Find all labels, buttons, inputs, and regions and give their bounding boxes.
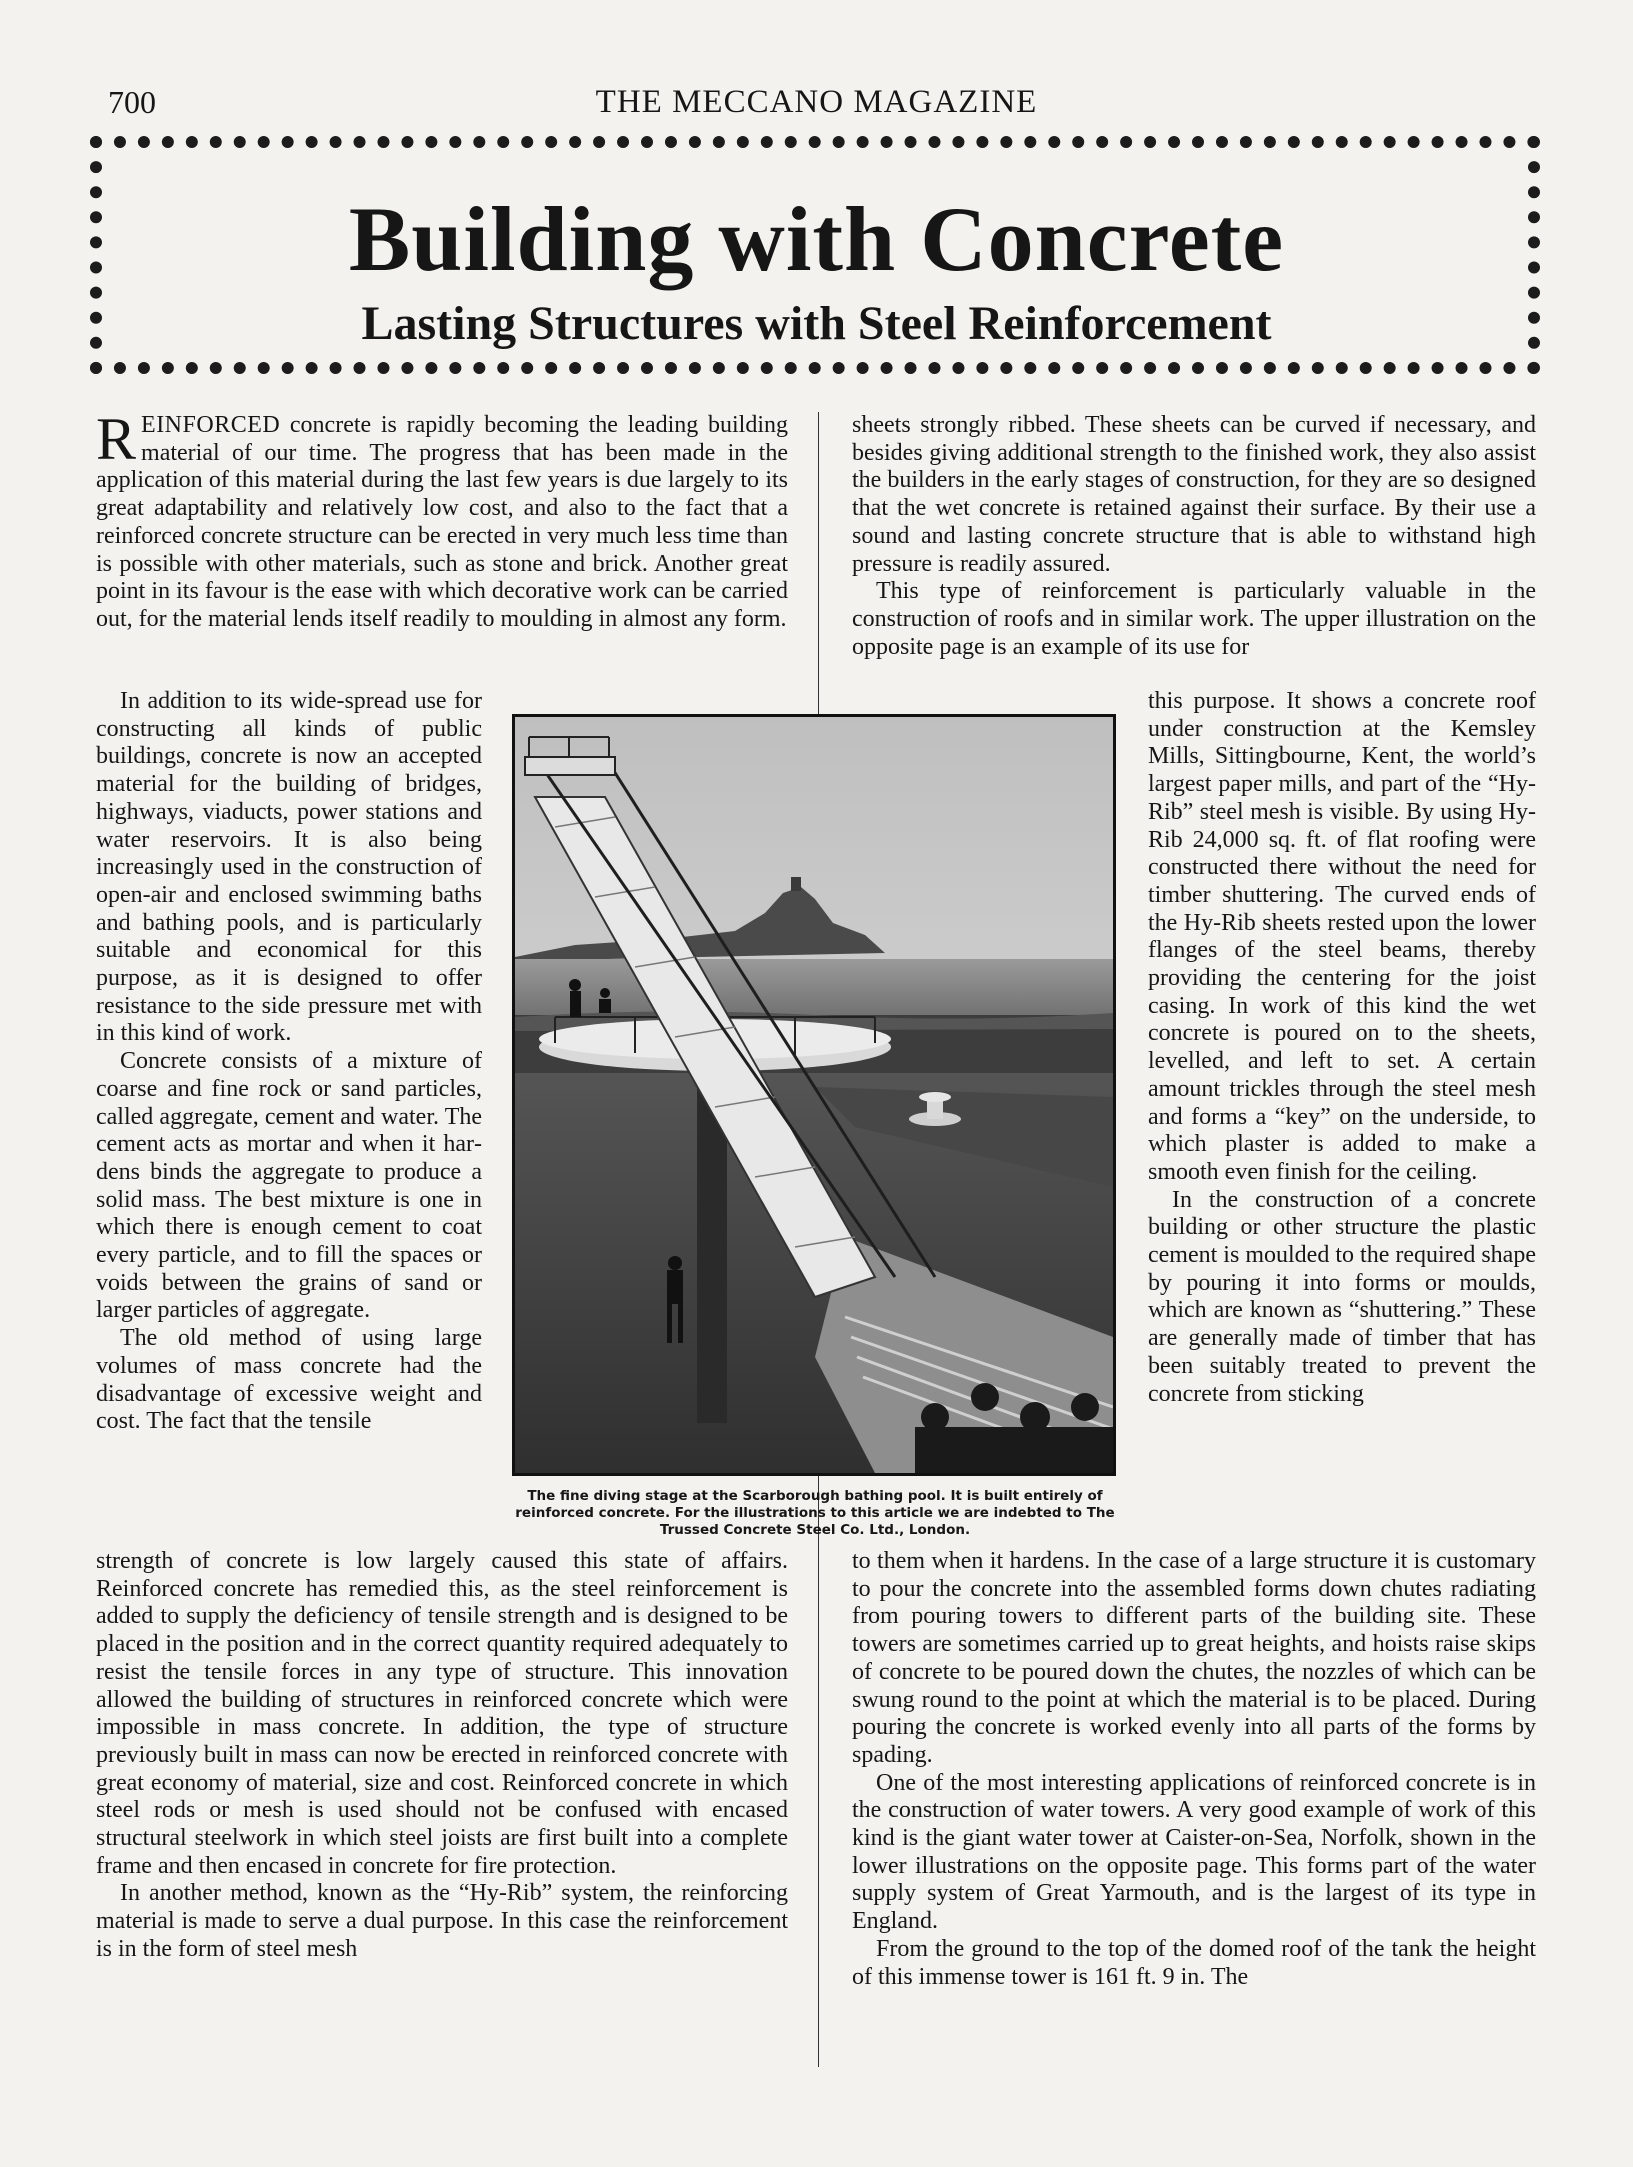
opening-caps: EINFORCED <box>141 412 281 438</box>
right-column-top-text <box>852 412 1536 661</box>
page-number: 700 <box>108 84 156 120</box>
paragraph: This type of reinforcement is particularly valuable in the construction of roofs and in similar work. The upper illustration on the opposite page is an example of its use for <box>852 578 1536 660</box>
opening-paragraph <box>96 406 788 634</box>
left-column-bottom-text <box>96 1548 788 1964</box>
paragraph: strength of concrete is low largely caused this state of affairs. Reinforced concrete has remedied this, as the steel reinforcement is added to supply the deficiency of tensile strength and is designed to be placed in the position and in the correct quantity required adequately to resist the tensile forces in any type of structure. This innovation allowed the building of structures in reinforced concrete which were impossible in mass concrete. In addition, the type of structure previously built in mass can now be erected in reinforced concrete with great economy of material, size and cost. Reinforced concrete in which steel rods or mesh is used should not be confused with encased structural steelwork in which steel joists are first built into a complete frame and then encased in concrete for fire protection. <box>96 1548 788 1879</box>
drop-cap: R <box>96 406 137 472</box>
paragraph: In the construction of a concrete building or other structure the plastic cement is moulded to the required shape by pouring it into forms or moulds, which are known as “shuttering.” These are generally made of timber that has been suitably treated to prevent the concrete from sticking <box>1148 1186 1536 1407</box>
paragraph: The old method of using large volumes of mass concrete had the disadvantage of excessive weight and cost. The fact that the tensile <box>96 1325 482 1435</box>
opening-text: concrete is rapidly becoming the leading building material of our time. The progress that has been made in the application of this material during the last few years is due largely to its great adaptability and relatively low cost, and also to the fact that a reinforced concrete structure can be erected in very much less time than is possible with other materials, such as stone and brick. Another great point in its favour is the ease with which decorative work can be carried out, for the material lends itself readily to moulding in almost any form. <box>96 412 788 632</box>
diving-stage-photo <box>512 714 1116 1476</box>
paragraph: to them when it hardens. In the case of a large structure it is customary to pour the concrete into the assembled forms down chutes radiating from pouring towers to different parts of the building site. These towers are sometimes carried up to great heights, and hoists raise skips of concrete to be poured down the chutes, the nozzles of which can be swung round to the point at which the material is to be placed. During pouring the concrete is worked evenly into all parts of the forms by spading. <box>852 1548 1536 1768</box>
article-title: Building with Concrete <box>348 188 1285 290</box>
right-column-narrow-text <box>1148 688 1536 1408</box>
paragraph: Concrete consists of a mixture of coarse and fine rock or sand particles, called aggregate, cement and water. The cement acts as mortar and when it hardens binds the aggregate to produce a solid mass. The best mixture is one in which there is enough cement to coat every particle, and to fill the spaces or voids between the grains of sand or larger particles of aggregate. <box>96 1048 482 1324</box>
left-column-narrow-text <box>96 688 482 1436</box>
paragraph: In addition to its wide-spread use for constructing all kinds of public buildings, concrete is now an accepted material for the building of bridges, highways, viaducts, power stations and water reservoirs. It is also being increasingly used in the construction of open-air and enclosed swimming baths and bathing pools, and is particularly suitable and economical for this purpose, as it is designed to offer resistance to the side pressure met with in this kind of work. <box>96 688 482 1047</box>
figure-caption: The fine diving stage at the Scarborough bathing pool. It is built entirely of reinforced concrete. For the illustrations to this article we are indebted to The Trussed Concrete Steel Co. Ltd., London. <box>515 1488 1115 1538</box>
magazine-title: THE MECCANO MAGAZINE <box>595 84 1038 120</box>
article-subtitle: Lasting Structures with Steel Reinforcement <box>361 297 1272 350</box>
right-column-bottom-text <box>852 1548 1536 1991</box>
paragraph: In another method, known as the “Hy-Rib” system, the reinforcing material is made to serve a dual purpose. In this case the reinforcement is in the form of steel mesh <box>96 1880 788 1962</box>
paragraph: From the ground to the top of the domed roof of the tank the height of this immense tower is 161 ft. 9 in. The <box>852 1935 1536 1990</box>
paragraph: sheets strongly ribbed. These sheets can be curved if necessary, and besides giving additional strength to the finished work, they also assist the builders in the early stages of construction, for they are so designed that the wet concrete is retained against their surface. By their use a sound and lasting concrete structure that is able to withstand high pressure is readily assured. <box>852 412 1536 577</box>
left-column-top-text <box>96 406 788 634</box>
paragraph: this purpose. It shows a concrete roof under construction at the Kemsley Mills, Sittingbourne, Kent, the world’s largest paper mills, and part of the “Hy-Rib” steel mesh is visible. By using Hy-Rib 24,000 sq. ft. of flat roofing were constructed there without the need for timber shuttering. The curved ends of the Hy-Rib sheets rested upon the lower flanges of the steel beams, thereby providing the centering for the joist casing. In work of this kind the wet concrete is poured on to the sheets, levelled, and left to set. A certain amount trickles through the steel mesh and forms a “key” on the underside, to which plaster is added to make a smooth even finish for the ceiling. <box>1148 688 1536 1185</box>
paragraph: One of the most interesting applications of reinforced concrete is in the construction of water towers. A very good example of work of this kind is the giant water tower at Caister-on-Sea, Norfolk, shown in the lower illustrations on the opposite page. This forms part of the water supply system of Great Yarmouth, and is the largest of its type in England. <box>852 1769 1536 1935</box>
